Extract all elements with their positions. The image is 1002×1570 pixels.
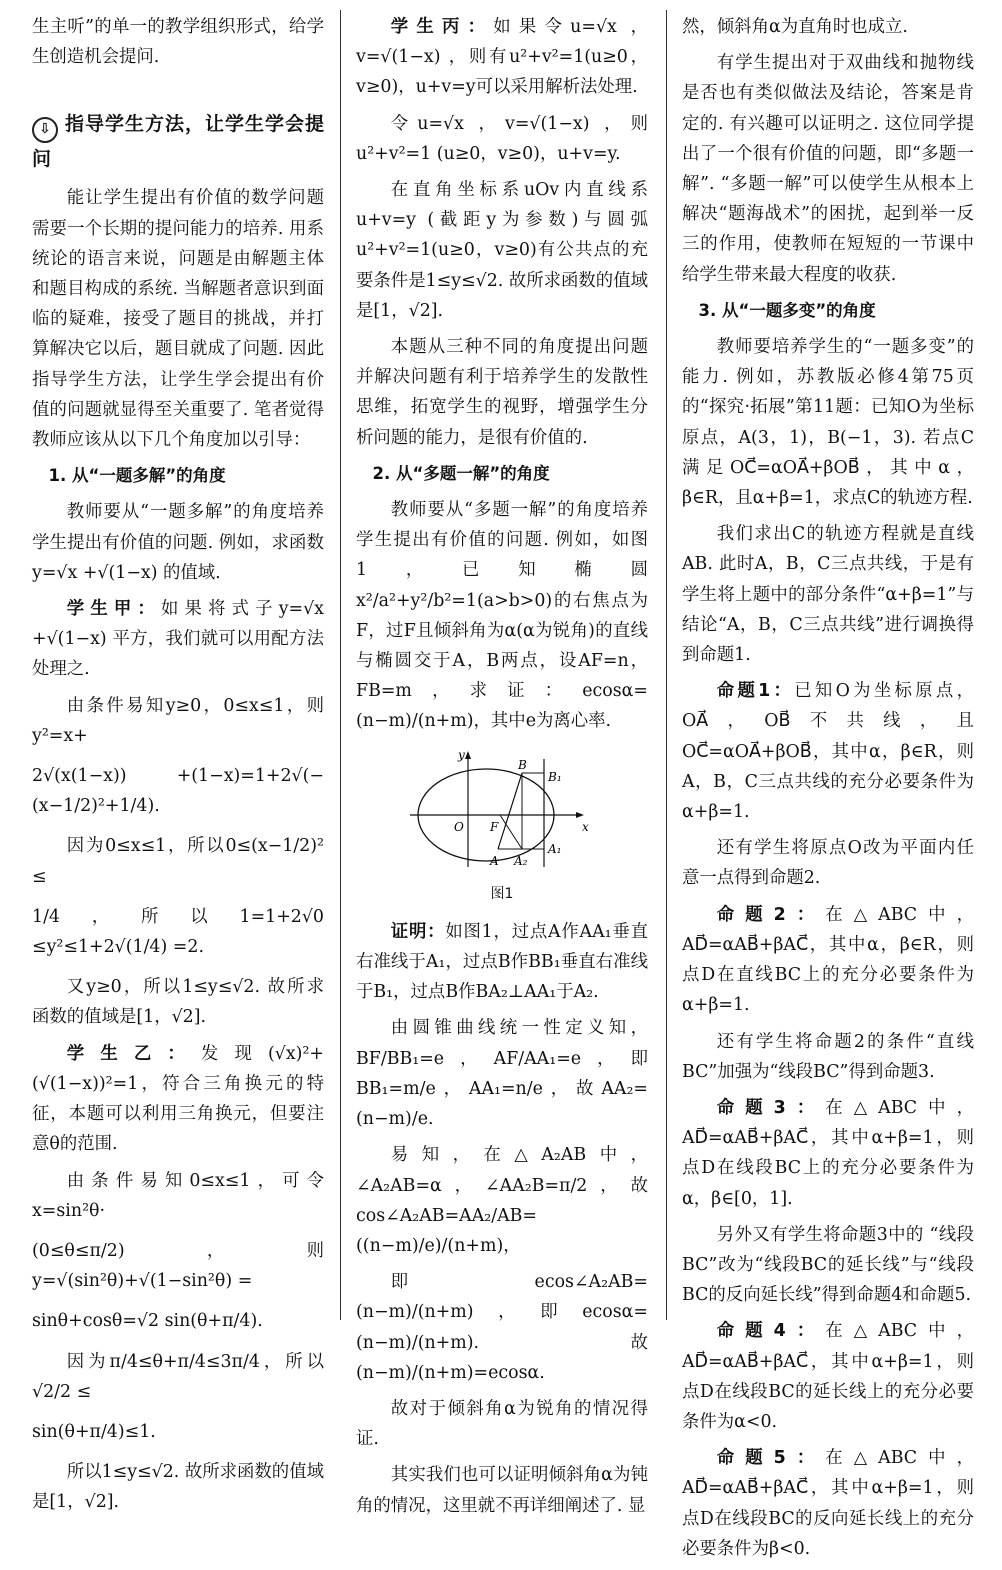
label-a1: A₁ — [548, 841, 562, 856]
label-a2: A₂ — [514, 853, 528, 868]
proposition-1 — [682, 676, 974, 827]
student-b-label: 学生乙： — [66, 1043, 201, 1064]
proposition-5 — [682, 1443, 974, 1564]
paragraph: 另外又有学生将命题3中的 “线段BC”改为“线段BC的延长线”与“线段BC的反向延长线”得到命题4和命题5. — [682, 1224, 974, 1306]
label-y: y — [458, 747, 465, 762]
proof-text: 如图1，过点A作AA₁垂直右准线于A₁，过点B作BB₁垂直右准线于B₁，过点B作BA₂⊥AA₁于A₂. — [356, 921, 648, 1003]
student-a-paragraph — [32, 594, 324, 685]
paragraph: 然，倾斜角α为直角时也成立. — [682, 17, 908, 37]
proposition-text: 已知O为坐标原点，OA⃗，OB⃗不共线，且OC⃗=αOA⃗+βOB⃗，其中α，β∈R，则A，B，C三点共线的充分必要条件为α+β=1. — [682, 681, 974, 823]
subsection-title: 1. 从“一题多解”的角度 — [48, 466, 226, 486]
section-heading-text: 指导学生方法，让学生学会提问 — [32, 113, 324, 171]
label-f: F — [490, 819, 499, 834]
proposition-label: 命题1： — [716, 681, 795, 702]
math-line: sin(θ+π/4)≤1. — [32, 1421, 156, 1442]
math-line: 2√(x(1−x)) +(1−x)=1+2√(−(x−1/2)²+1/4). — [32, 766, 324, 817]
proposition-text: 在△ABC中，AD⃗=αAB⃗+βAC⃗，其中α+β=1，则点D在线段BC的延长线上的充分必要条件为α<0. — [682, 1321, 974, 1432]
math-line: 因为π/4≤θ+π/4≤3π/4，所以√2/2 ≤ — [32, 1351, 324, 1402]
paragraph: 教师要培养学生的“一题多变”的能力. 例如，苏教版必修4第75页的“探究·拓展”第11题：已知O为坐标原点，A(3，1)，B(−1，3). 若点C满足OC⃗=αOA⃗+βOB⃗，其中α，β∈R，且α+β=1，求点C的轨迹方程. — [682, 337, 974, 509]
paragraph: 令u=√x ，v=√(1−x) ，则u²+v²=1 (u≥0，v≥0)，u+v=y. — [356, 113, 648, 164]
proposition-3 — [682, 1093, 974, 1214]
math-line: (0≤θ≤π/2)，则y=√(sin²θ)+√(1−sin²θ) = — [32, 1240, 324, 1292]
column-divider — [666, 10, 667, 1320]
paragraph: 本题从三种不同的角度提出问题并解决问题有利于培养学生的发散性思维，拓宽学生的视野，增强学生分析问题的能力，是很有价值的. — [356, 337, 648, 448]
label-b: B — [518, 757, 527, 772]
paragraph: 故对于倾斜角α为锐角的情况得证. — [356, 1398, 648, 1450]
paragraph: 有学生提出对于双曲线和抛物线是否也有类似做法及结论，答案是肯定的. 有兴趣可以证明之. 这位同学提出了一个很有价值的问题，即“多题一解”. “多题一解”可以使学生从根本上解决“题海战术”的困扰，起到举一反三的作用，使教师在短短的一节课中给学生带来最大程度的收获. — [682, 53, 974, 285]
ellipse-diagram — [402, 745, 602, 873]
paragraph: 所以1≤y≤√2. 故所求函数的值域是[1，√2]. — [32, 1462, 324, 1513]
proposition-label: 命题5： — [716, 1448, 826, 1469]
paragraph: 在直角坐标系uOv内直线系u+v=y (截距y为参数)与圆弧u²+v²=1(u≥0，v≥0)有公共点的充要条件是1≤y≤√2. 故所求函数的值域是[1，√2]. — [356, 180, 648, 321]
student-a-label: 学生甲： — [66, 599, 161, 620]
proposition-label: 命题2： — [716, 904, 826, 925]
math-line: 因为0≤x≤1，所以0≤(x−1/2)² ≤ — [32, 836, 324, 887]
column-3 — [682, 12, 974, 1570]
paragraph: 教师要从“一题多解”的角度培养学生提出有价值的问题. 例如，求函数 y=√x +√(1−x) 的值域. — [32, 502, 324, 583]
student-c-paragraph — [356, 12, 648, 103]
paragraph: 又y≥0，所以1≤y≤√2. 故所求函数的值域是[1，√2]. — [32, 977, 324, 1028]
proposition-label: 命题4： — [716, 1321, 826, 1342]
arrow-down-circle-icon: ⇩ — [32, 117, 58, 143]
subsection-title: 2. 从“多题一解”的角度 — [372, 463, 550, 483]
figure-1 — [356, 745, 648, 873]
student-c-text: 如果令u=√x ，v=√(1−x) ，则有u²+v²=1(u≥0，v≥0)，u+v=y可以采用解析法处理. — [356, 17, 648, 98]
proof-label: 证明： — [390, 921, 446, 942]
proposition-label: 命题3： — [716, 1097, 826, 1118]
paragraph: 我们求出C的轨迹方程就是直线AB. 此时A，B，C三点共线，于是有学生将上题中的部分条件“α+β=1”与结论“A，B，C三点共线”进行调换得到命题1. — [682, 524, 974, 666]
label-a: A — [490, 853, 499, 868]
student-c-label: 学生丙： — [390, 17, 494, 37]
section-heading — [32, 108, 324, 175]
paragraph: 能让学生提出有价值的数学问题需要一个长期的提问能力的培养. 用系统论的语言来说，问题是由解题主体和题目构成的系统. 当解题者意识到面临的疑难，接受了题目的挑战，并打算解决它以后，题目就成了问题. 因此指导学生方法，让学生学会提出有价值的问题就显得至关重要了. 笔者觉得教师应该从以下几个角度加以引导： — [32, 188, 324, 451]
math-line: 由条件易知0≤x≤1，可令x=sin²θ· — [32, 1170, 324, 1221]
column-1 — [32, 12, 324, 1524]
column-divider — [340, 10, 341, 1320]
paragraph: 还有学生将原点O改为平面内任意一点得到命题2. — [682, 838, 974, 889]
column-2 — [356, 12, 648, 1527]
figure-caption: 图1 — [490, 885, 514, 902]
paragraph: 易知，在△A₂AB中，∠A₂AB=α，∠AA₂B=π/2，故cos∠A₂AB=AA₂/AB=((n−m)/e)/(n+m)， — [356, 1145, 648, 1256]
student-b-paragraph — [32, 1039, 324, 1160]
paragraph: 还有学生将命题2的条件“直线BC”加强为“线段BC”得到命题3. — [682, 1031, 974, 1082]
label-o: O — [454, 819, 464, 834]
paragraph: 生主听”的单一的教学组织形式，给学生创造机会提问. — [32, 17, 324, 68]
label-b1: B₁ — [548, 769, 562, 784]
proposition-text: 在△ABC中，AD⃗=αAB⃗+βAC⃗，其中α+β=1，则点D在线段BC上的充分必要条件为α，β∈[0，1]. — [682, 1097, 974, 1209]
subsection-title: 3. 从“一题多变”的角度 — [698, 300, 876, 320]
paragraph: 教师要从“多题一解”的角度培养学生提出有价值的问题. 例如，如图1，已知椭圆x²/a²+y²/b²=1(a>b>0)的右焦点为F，过F且倾斜角为α(α为锐角)的直线与椭圆交于A，B两点，设AF=n，FB=m，求证：ecosα=(n−m)/(n+m)，其中e为离心率. — [356, 500, 648, 732]
math-line: 由条件易知y≥0，0≤x≤1，则y²=x+ — [32, 695, 324, 746]
proposition-4 — [682, 1316, 974, 1437]
paragraph: 即 ecos∠A₂AB=(n−m)/(n+m)，即ecosα=(n−m)/(n+m). 故(n−m)/(n+m)=ecosα. — [356, 1272, 648, 1383]
label-x: x — [582, 819, 589, 834]
paragraph: 其实我们也可以证明倾斜角α为钝角的情况，这里就不再详细阐述了. 显 — [356, 1465, 648, 1516]
proof-paragraph — [356, 917, 648, 1008]
student-a-text: 如果将式子y=√x +√(1−x) 平方，我们就可以用配方法处理之. — [32, 599, 324, 680]
proposition-text: 在△ABC中，AD⃗=αAB⃗+βAC⃗，其中α，β∈R，则点D在直线BC上的充分必要条件为α+β=1. — [682, 904, 974, 1016]
math-line: 1/4，所以1=1+2√0 ≤y²≤1+2√(1/4) =2. — [32, 906, 324, 958]
student-b-text: 发现(√x)²+(√(1−x))²=1，符合三角换元的特征，本题可以利用三角换元，但要注意θ的范围. — [32, 1043, 324, 1155]
proposition-2 — [682, 900, 974, 1021]
math-line: sinθ+cosθ=√2 sin(θ+π/4). — [32, 1311, 263, 1332]
proposition-text: 在△ABC中，AD⃗=αAB⃗+βAC⃗，其中α+β=1，则点D在线段BC的反向延长线上的充分必要条件为β<0. — [682, 1448, 974, 1559]
paragraph: 由圆锥曲线统一性定义知，BF/BB₁=e，AF/AA₁=e，即BB₁=m/e，AA₁=n/e，故AA₂=(n−m)/e. — [356, 1018, 648, 1130]
